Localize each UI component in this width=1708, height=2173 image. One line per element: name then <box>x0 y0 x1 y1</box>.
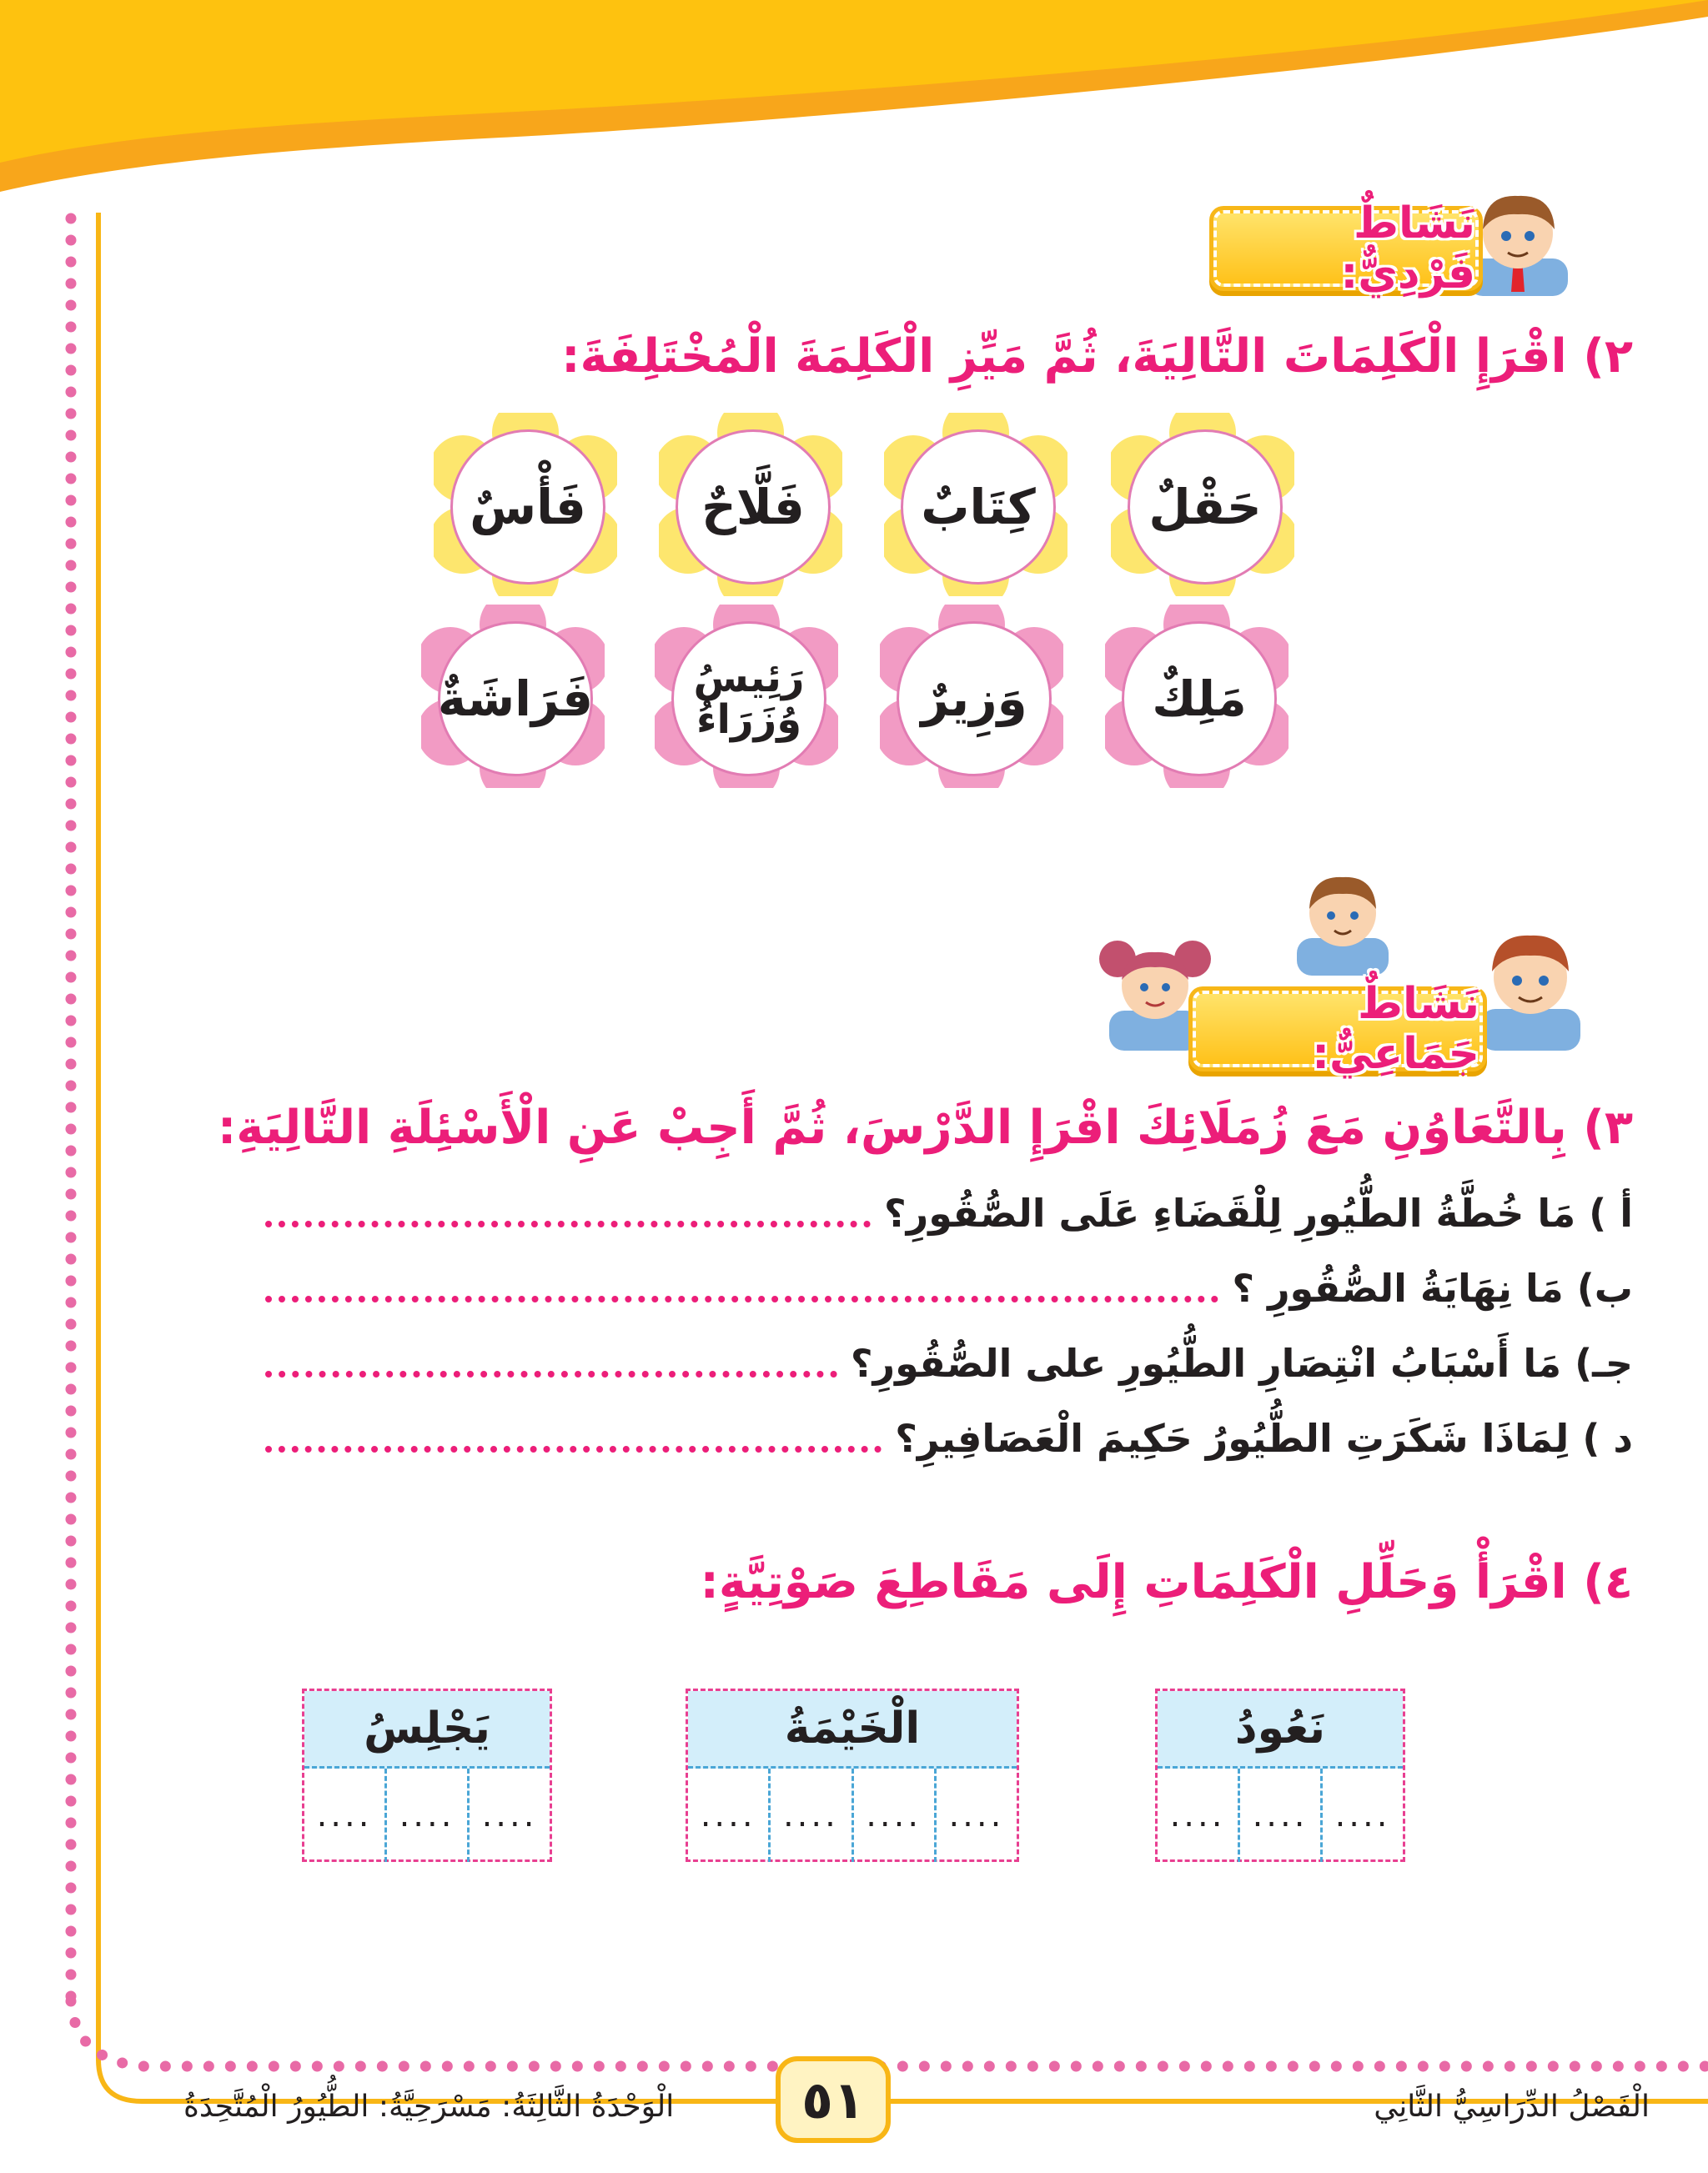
syllable-cell[interactable]: .... <box>934 1769 1017 1862</box>
word-text: كِتَابٌ <box>901 429 1056 585</box>
syllable-cell[interactable]: .... <box>1169 1796 1226 1834</box>
word-line: وُزَرَاءُ <box>696 696 802 743</box>
activity-group-label: نَشَاطٌ جَمَاعِيٌّ: <box>1193 991 1483 1067</box>
word-flower[interactable] <box>434 413 617 596</box>
answer-line[interactable] <box>265 1363 837 1378</box>
word-flower[interactable] <box>659 413 842 596</box>
word-flower[interactable] <box>1111 413 1294 596</box>
syllable-word: نَعُودُ <box>1158 1691 1403 1769</box>
word-flower[interactable] <box>421 605 605 788</box>
question-3-item <box>265 1259 1633 1317</box>
syllable-cell[interactable]: .... <box>1238 1769 1320 1862</box>
word-text: فَلَّاحٌ <box>676 429 831 585</box>
syllable-cell[interactable]: .... <box>768 1769 851 1862</box>
header-banner <box>0 0 1708 217</box>
question-3-item <box>265 1184 1633 1242</box>
syllable-cell[interactable]: .... <box>467 1769 550 1862</box>
word-text: وَزِيرٌ <box>897 621 1052 776</box>
word-flower[interactable] <box>884 413 1068 596</box>
syllable-word: يَجْلِسُ <box>304 1691 550 1769</box>
syllable-word: الْخَيْمَةُ <box>688 1691 1017 1769</box>
word-flower[interactable] <box>655 605 838 788</box>
syllable-cell[interactable]: .... <box>316 1796 373 1834</box>
answer-line[interactable] <box>265 1212 871 1227</box>
word-text: مَلِكٌ <box>1122 621 1277 776</box>
question-text: د ) لِمَاذَا شَكَرَتِ الطُّيُورُ حَكِيمَ الْعَصَافِيرِ؟ <box>895 1416 1633 1461</box>
word-text: فَأْسٌ <box>450 429 605 585</box>
syllable-table <box>1155 1689 1405 1862</box>
answer-line[interactable] <box>265 1438 882 1453</box>
answer-line[interactable] <box>265 1287 1218 1302</box>
syllable-table <box>302 1689 552 1862</box>
question-3-title: ٣) بِالتَّعَاوُنِ مَعَ زُمَلَائِكَ اقْرَإِ الدَّرْسَ، ثُمَّ أَجِبْ عَنِ الْأَسْئِلَةِ التَّالِيَةِ: <box>217 1101 1633 1155</box>
question-4-title: ٤) اقْرَأْ وَحَلِّلِ الْكَلِمَاتِ إِلَى مَقَاطِعَ صَوْتِيَّةٍ: <box>700 1555 1633 1609</box>
word-text <box>671 621 826 776</box>
question-3-item <box>265 1334 1633 1393</box>
activity-individual-label: نَشَاطٌ فَرْدِيٌّ: <box>1213 210 1479 287</box>
boy-illustration-icon <box>1276 867 1409 976</box>
footer-unit-title: الْوَحْدَةُ الثَّالِثَةُ: مَسْرَحِيَّةُ: الطُّيُورُ الْمُتَّحِدَةُ <box>183 2090 675 2124</box>
footer-semester: الْفَصْلُ الدِّرَاسِيُّ الثَّانِي <box>1374 2090 1650 2124</box>
word-line: رَئِيسُ <box>693 654 805 701</box>
page-number: ٥١ <box>776 2056 891 2143</box>
question-3-item <box>265 1409 1633 1468</box>
word-text: حَقْلٌ <box>1128 429 1283 585</box>
syllable-cell[interactable]: .... <box>851 1769 934 1862</box>
word-text: فَرَاشَةٌ <box>438 621 593 776</box>
question-text: ب) مَا نِهَايَةُ الصُّقُورِ ؟ <box>1232 1266 1633 1311</box>
syllable-cell[interactable]: .... <box>700 1796 756 1834</box>
word-flower[interactable] <box>880 605 1063 788</box>
question-text: أ ) مَا خُطَّةُ الطُّيُورِ لِلْقَضَاءِ عَلَى الصُّقُورِ؟ <box>884 1191 1633 1236</box>
question-text: جـ) مَا أَسْبَابُ انْتِصَارِ الطُّيُورِ على الصُّقُورِ؟ <box>850 1341 1633 1386</box>
syllable-cell[interactable]: .... <box>384 1769 467 1862</box>
syllable-table <box>686 1689 1019 1862</box>
word-flower[interactable] <box>1105 605 1289 788</box>
question-2-title: ٢) اقْرَإِ الْكَلِمَاتَ التَّالِيَةَ، ثُمَّ مَيِّزِ الْكَلِمَةَ الْمُخْتَلِفَةَ: <box>561 329 1633 384</box>
syllable-cell[interactable]: .... <box>1320 1769 1403 1862</box>
